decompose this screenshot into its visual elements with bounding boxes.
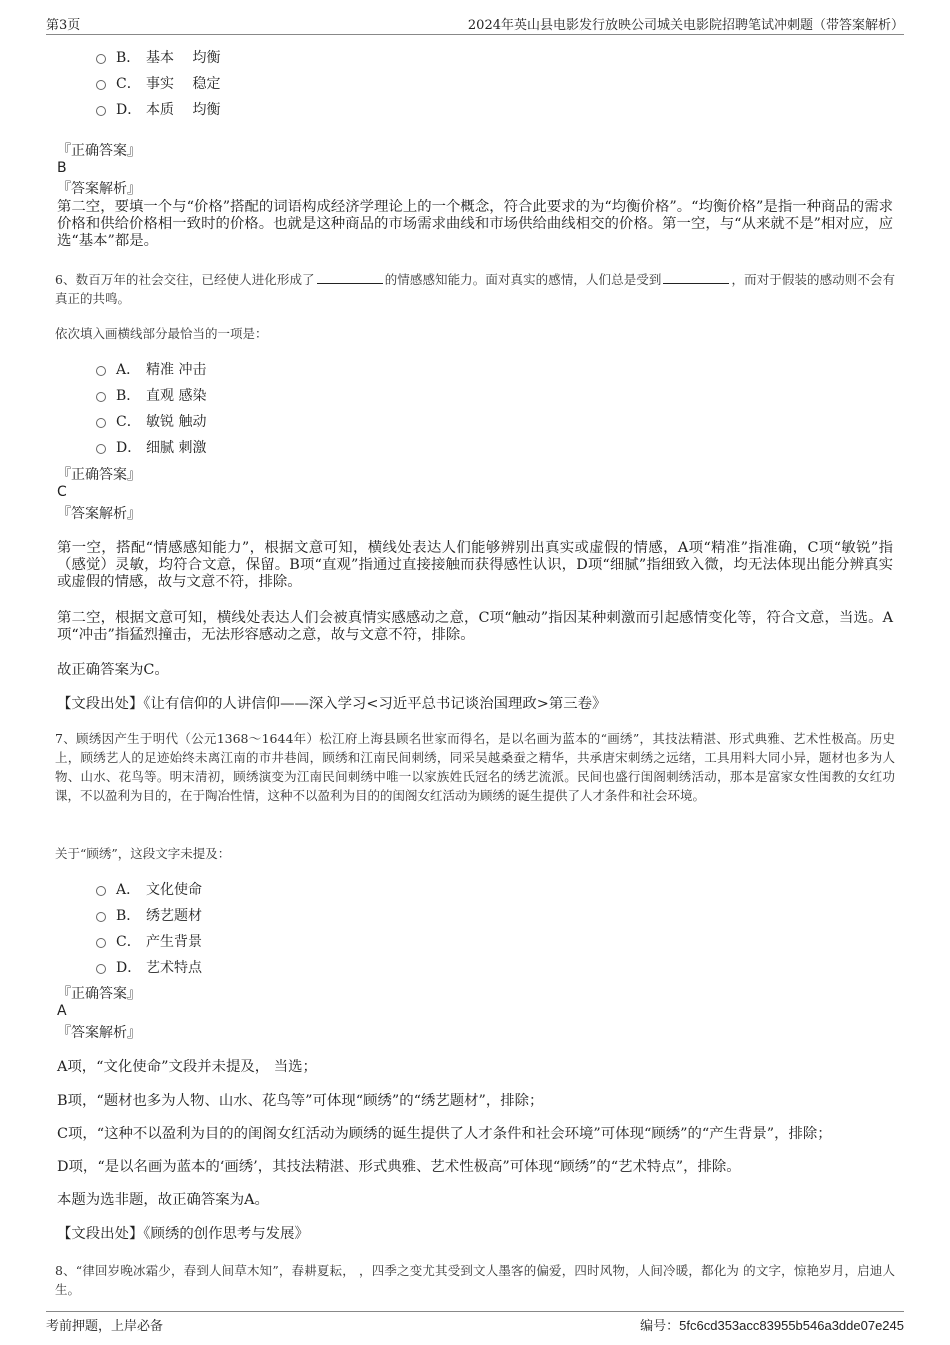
q6-prompt: 依次填入画横线部分最恰当的一项是： [55,326,268,341]
q5-answer-heading: 『正确答案』 [57,143,141,159]
source-title: 《让有信仰的人讲信仰——深入学习<习近平总书记谈治国理政>第三卷》 [143,696,607,712]
q7-analysis-conclusion: 本题为选非题，故正确答案为A。 [57,1192,269,1208]
option-text: 直观 感染 [146,388,207,404]
fill-blank [663,272,729,284]
q7-analysis-item-a: A项，“文化使命”文段并未提及， 当选； [57,1059,317,1075]
q6-source [57,696,893,713]
q6-option-d[interactable] [96,436,206,458]
document-code [640,1315,904,1334]
q7-option-b[interactable] [96,904,202,926]
radio-icon[interactable] [96,418,106,428]
radio-icon[interactable] [96,392,106,402]
q7-question: 7、顾绣因产生于明代（公元1368～1644年）松江府上海县顾名世家而得名，是以名画为蓝本的“画绣”，其技法精湛、形式典雅、艺术性极高。历史上，顾绣艺人的足迹始终未离江南的市井巷闾，顾绣和江南民间刺绣，同采吴越桑蚕之精华，共承唐宋刺绣之远绪，工具用料大同小异，题材也多为人物、山水、花鸟等。明末清初，顾绣演变为江南民间刺绣中唯一以家族姓氏冠名的绣艺流派。民间也盛行闺阁刺绣活动，那本是富家女性闺教的女红功课，不以盈利为目的，在于陶冶性情，这种不以盈利为目的的闺阁女红活动为顾绣的诞生提供了人才条件和社会环境。 [55,731,895,803]
q6-answer-heading: 『正确答案』 [57,467,141,483]
q6-analysis-paragraph: 第二空，根据文意可知，横线处表达人们会被真情实感感动之意，C项“触动”指因某种刺激而引起感情变化等，符合文意，当选。A项“冲击”指猛烈撞击，无法形容感动之意，故与文意不符，排除。 [57,610,893,643]
radio-icon[interactable] [96,938,106,948]
option-label: C． [116,76,141,92]
q6-answer: C [57,484,67,500]
q7-source [57,1226,893,1243]
option-text: 细腻 刺激 [146,440,207,456]
radio-icon[interactable] [96,54,106,64]
q5-analysis-heading: 『答案解析』 [57,181,141,197]
code-label: 编号： [640,1319,680,1334]
q5-option-b[interactable] [96,46,220,68]
footer-slogan: 考前押题，上岸必备 [46,1319,164,1334]
option-label: D． [116,960,142,976]
q5-option-c[interactable] [96,72,220,94]
q5-option-d[interactable] [96,98,220,120]
radio-icon[interactable] [96,106,106,116]
q7-analysis-item-b: B项，“题材也多为人物、山水、花鸟等”可体现“顾绣”的“绣艺题材”，排除； [57,1093,544,1109]
q6-option-b[interactable] [96,384,206,406]
option-label: A． [116,882,141,898]
option-label: A． [116,362,141,378]
radio-icon[interactable] [96,366,106,376]
source-label: 【文段出处】 [57,696,144,712]
option-label: B． [116,908,141,924]
q8-question: 8、“律回岁晚冰霜少，春到人间草木知”，春耕夏耘， ，四季之变尤其受到文人墨客的偏爱，四时风物，人间冷暖，都化为 的文字，惊艳岁月，启迪人生。 [55,1263,895,1297]
q6-text-part: 6、数百万年的社会交往，已经使人进化形成了 [55,272,315,287]
q7-option-c[interactable] [96,930,202,952]
radio-icon[interactable] [96,80,106,90]
q5-answer: B [57,160,67,176]
q7-analysis-item-c: C项，“这种不以盈利为目的的闺阁女红活动为顾绣的诞生提供了人才条件和社会环境”可体现“顾绣”的“产生背景”，排除； [57,1126,832,1142]
option-text: 艺术特点 [146,960,202,976]
q6-text-part: 的情感感知能力。面对真实的感情，人们总是受到 [384,272,662,287]
page-header [46,14,904,35]
source-label: 【文段出处】 [57,1226,144,1242]
q7-prompt: 关于“顾绣”，这段文字未提及： [55,846,231,861]
q7-option-a[interactable] [96,878,202,900]
q5-analysis: 第二空，要填一个与“价格”搭配的词语构成经济学理论上的一个概念，符合此要求的为“均衡价格”。“均衡价格”是指一种商品的需求价格和供给价格相一致时的价格。也就是这种商品的市场需求曲线和市场供给曲线相交的价格。第一空，与“从来就不是”相对应，应选“基本”都是。 [57,199,893,249]
radio-icon[interactable] [96,964,106,974]
q6-question [55,270,895,308]
q7-answer-heading: 『正确答案』 [57,986,141,1002]
q7-option-d[interactable] [96,956,202,978]
radio-icon[interactable] [96,886,106,896]
q7-analysis-item-d: D项，“是以名画为蓝本的‘画绣’，其技法精湛、形式典雅、艺术性极高”可体现“顾绣”的“艺术特点”，排除。 [57,1159,741,1175]
document-title: 2024年英山县电影发行放映公司城关电影院招聘笔试冲刺题（带答案解析） [467,18,904,33]
option-label: B． [116,388,141,404]
q7-analysis-heading: 『答案解析』 [57,1025,141,1041]
q6-analysis-heading: 『答案解析』 [57,506,141,522]
option-text: 事实 稳定 [146,76,221,92]
fill-blank [317,272,383,284]
option-label: C． [116,414,141,430]
q6-option-a[interactable] [96,358,206,380]
option-label: C． [116,934,141,950]
code-value: 5fc6cd353acc83955b546a3dde07e245 [679,1318,904,1333]
page-number: 第3页 [46,18,81,33]
option-text: 文化使命 [146,882,202,898]
option-label: D． [116,102,142,118]
option-text: 绣艺题材 [146,908,202,924]
option-text: 产生背景 [146,934,202,950]
radio-icon[interactable] [96,912,106,922]
option-text: 基本 均衡 [146,50,221,66]
page-footer [46,1311,904,1332]
q6-analysis-paragraph: 第一空，搭配“情感感知能力”，根据文意可知，横线处表达人们能够辨别出真实或虚假的情感，A项“精准”指准确，C项“敏锐”指（感觉）灵敏，均符合文意，保留。B项“直观”指通过直接接触而获得感性认识，D项“细腻”指细致入微，均无法体现出能分辨真实或虚假的情感，故与文意不符，排除。 [57,540,893,590]
q6-text-part: ，而对于假装的感动则不会有真正的共鸣。 [55,272,895,306]
option-text: 本质 均衡 [146,102,221,118]
option-text: 精准 冲击 [146,362,207,378]
radio-icon[interactable] [96,444,106,454]
option-text: 敏锐 触动 [146,414,207,430]
source-title: 《顾绣的创作思考与发展》 [143,1226,309,1242]
option-label: B． [116,50,141,66]
q6-option-c[interactable] [96,410,206,432]
q6-analysis-conclusion: 故正确答案为C。 [57,662,169,678]
option-label: D． [116,440,142,456]
q7-answer: A [57,1003,67,1019]
